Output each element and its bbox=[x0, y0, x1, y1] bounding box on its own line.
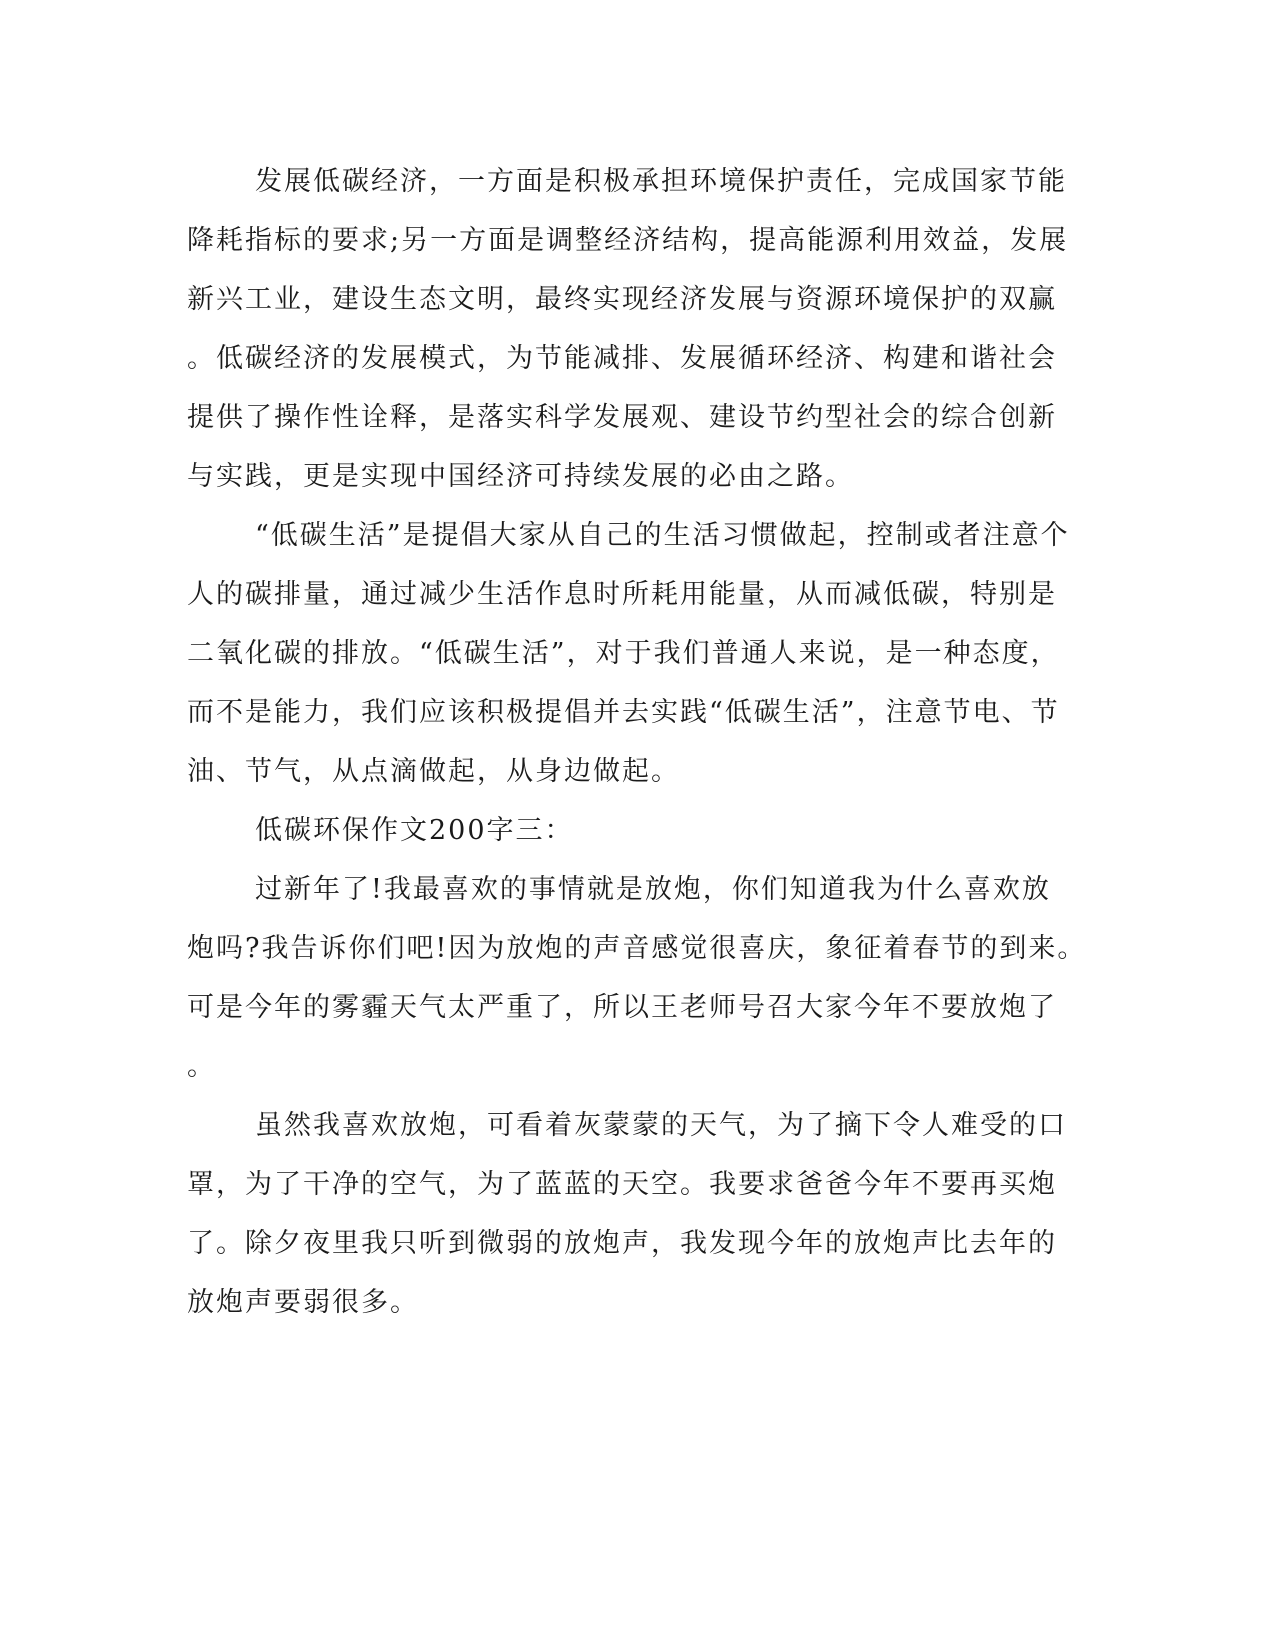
text-line: 可是今年的雾霾天气太严重了，所以王老师号召大家今年不要放炮了 bbox=[187, 992, 1057, 1023]
text-line: 炮吗?我告诉你们吧!因为放炮的声音感觉很喜庆，象征着春节的到来。 bbox=[187, 933, 1087, 964]
text-line: 新兴工业，建设生态文明，最终实现经济发展与资源环境保护的双赢 bbox=[187, 284, 1057, 315]
text-line: 人的碳排量，通过减少生活作息时所耗用能量，从而减低碳，特别是 bbox=[187, 579, 1057, 610]
text-line: 而不是能力，我们应该积极提倡并去实践“低碳生活”，注意节电、节 bbox=[187, 697, 1060, 728]
text-line: 提供了操作性诠释，是落实科学发展观、建设节约型社会的综合创新 bbox=[187, 402, 1057, 433]
text-line: 油、节气，从点滴做起，从身边做起。 bbox=[187, 756, 680, 787]
text-line: 与实践，更是实现中国经济可持续发展的必由之路。 bbox=[187, 461, 854, 492]
section-heading: 低碳环保作文200字三： bbox=[255, 815, 574, 846]
text-line: 降耗指标的要求;另一方面是调整经济结构，提高能源利用效益，发展 bbox=[187, 225, 1069, 256]
text-line: 发展低碳经济，一方面是积极承担环境保护责任，完成国家节能 bbox=[255, 166, 1067, 197]
text-line: 。低碳经济的发展模式，为节能减排、发展循环经济、构建和谐社会 bbox=[187, 343, 1057, 374]
text-line: 放炮声要弱很多。 bbox=[187, 1287, 419, 1318]
text-line: 罩，为了干净的空气，为了蓝蓝的天空。我要求爸爸今年不要再买炮 bbox=[187, 1169, 1057, 1200]
text-line: “低碳生活”是提倡大家从自己的生活习惯做起，控制或者注意个 bbox=[255, 520, 1070, 551]
text-line: 二氧化碳的排放。“低碳生活”，对于我们普通人来说，是一种态度， bbox=[187, 638, 1060, 669]
text-line: 过新年了!我最喜欢的事情就是放炮，你们知道我为什么喜欢放 bbox=[255, 874, 1051, 905]
text-line: 虽然我喜欢放炮，可看着灰蒙蒙的天气，为了摘下令人难受的口 bbox=[255, 1110, 1067, 1141]
text-line: 了。除夕夜里我只听到微弱的放炮声，我发现今年的放炮声比去年的 bbox=[187, 1228, 1057, 1259]
text-line: 。 bbox=[187, 1051, 216, 1082]
